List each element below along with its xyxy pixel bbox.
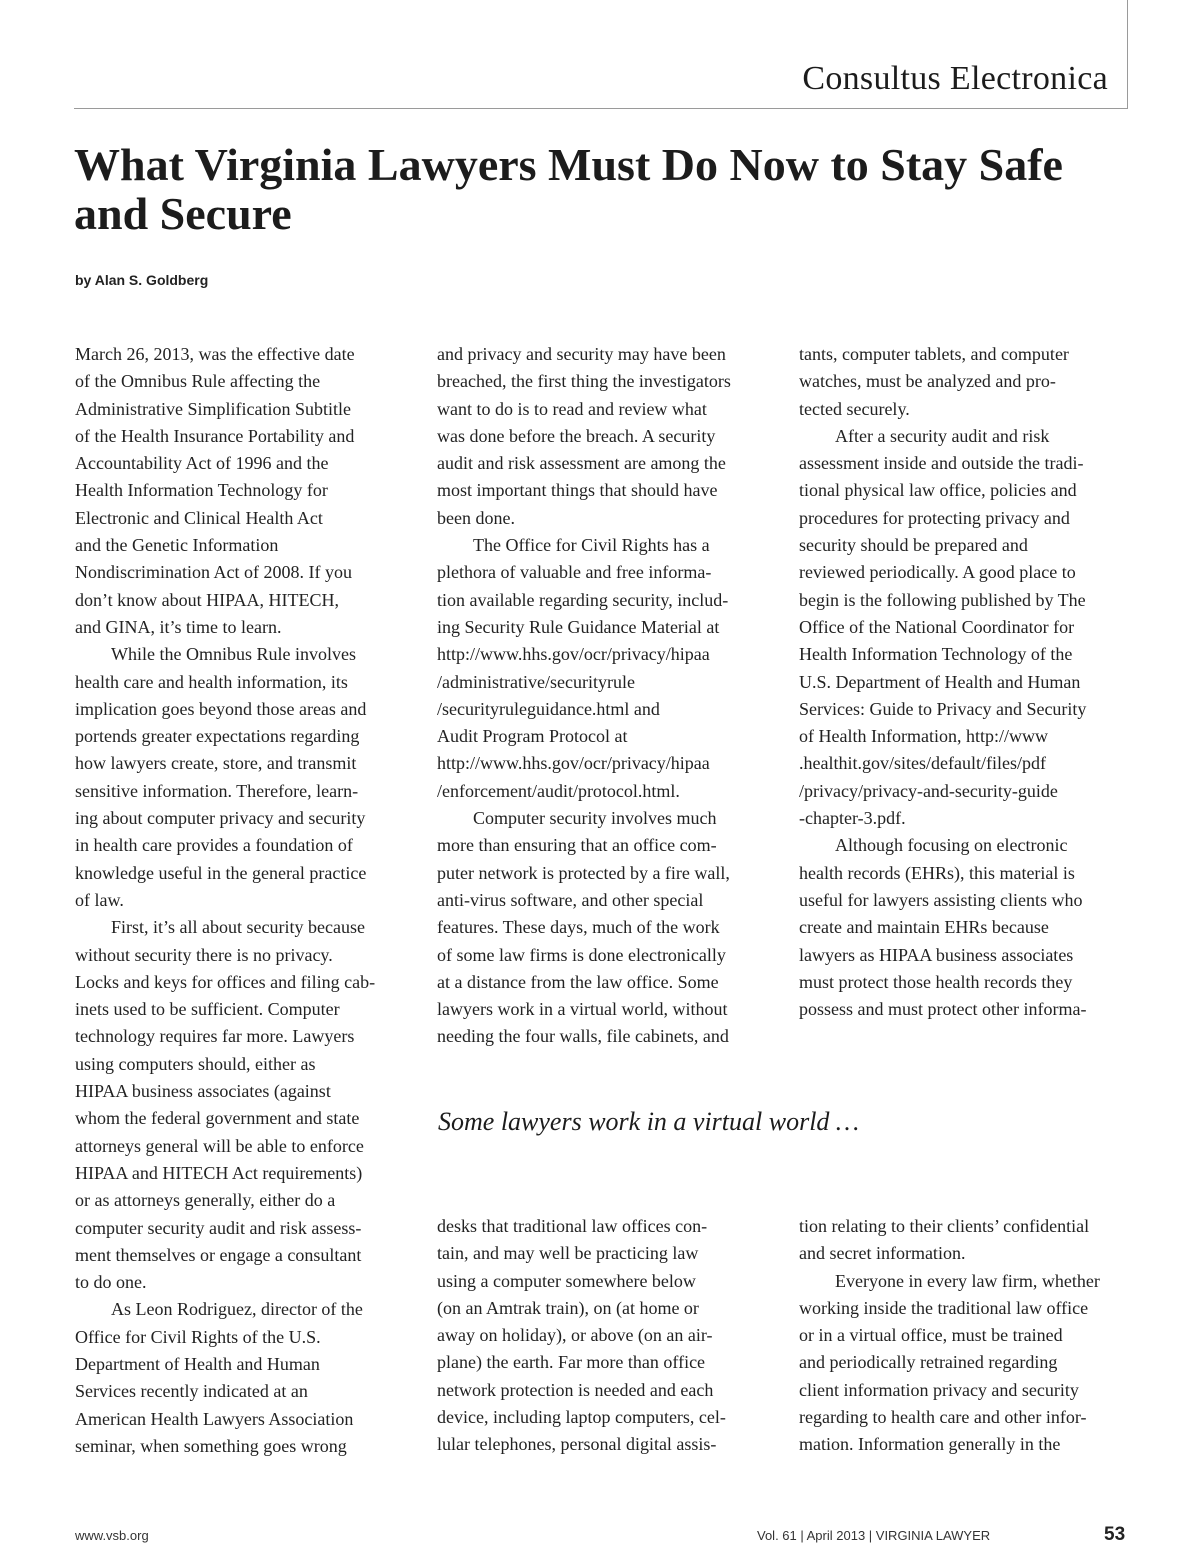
text-line: Department of Health and Human (75, 1353, 320, 1374)
text-line: and periodically retrained regarding (799, 1352, 1058, 1373)
text-line: tion available regarding security, includ- (437, 589, 729, 610)
text-line: at a distance from the law office. Some (437, 971, 719, 992)
text-line: tion relating to their clients’ confidential (799, 1216, 1090, 1236)
text-line: Health Information Technology for (75, 480, 328, 501)
text-line: working inside the traditional law office (799, 1297, 1089, 1318)
text-line: breached, the first thing the investigators (437, 371, 731, 392)
text-line: Administrative Simplification Subtitle (75, 398, 351, 419)
text-line: Services: Guide to Privacy and Security (799, 698, 1087, 719)
text-line: http://www.hhs.gov/ocr/privacy/hipaa (437, 753, 710, 774)
page-number: 53 (1104, 1524, 1126, 1545)
text-line: plane) the earth. Far more than office (437, 1352, 706, 1373)
text-line: of law. (75, 889, 124, 910)
text-line: Health Information Technology of the (799, 644, 1073, 665)
pull-quote: Some lawyers work in a virtual world … (438, 1107, 860, 1136)
text-line: /administrative/securityrule (437, 671, 635, 692)
column-2-bottom (437, 1213, 772, 1459)
text-line: As Leon Rodriguez, director of the (111, 1299, 363, 1320)
text-line: HIPAA and HITECH Act requirements) (75, 1162, 363, 1183)
text-line: useful for lawyers assisting clients who (799, 889, 1083, 910)
text-line: must protect those health records they (799, 971, 1073, 992)
text-line: sensitive information. Therefore, learn- (75, 780, 359, 801)
text-line: Locks and keys for offices and filing cab- (75, 971, 376, 992)
column-3-top (799, 341, 1134, 1023)
text-line: device, including laptop computers, cel- (437, 1407, 726, 1428)
text-line: don’t know about HIPAA, HITECH, (75, 589, 339, 610)
text-line: and privacy and security may have been (437, 344, 726, 364)
text-line: health care and health information, its (75, 671, 348, 692)
text-line: ing about computer privacy and security (75, 808, 366, 829)
text-line: using computers should, either as (75, 1053, 316, 1074)
text-line: of some law firms is done electronically (437, 944, 726, 965)
text-line: inets used to be sufficient. Computer (75, 999, 340, 1020)
text-line: and the Genetic Information (75, 535, 279, 556)
text-line: want to do is to read and review what (437, 398, 707, 419)
text-line: ing Security Rule Guidance Material at (437, 616, 720, 637)
text-line: lawyers as HIPAA business associates (799, 944, 1074, 965)
text-line: reviewed periodically. A good place to (799, 562, 1076, 583)
text-line: HIPAA business associates (against (75, 1081, 331, 1102)
text-line: and GINA, it’s time to learn. (75, 616, 282, 637)
text-line: or in a virtual office, must be trained (799, 1325, 1063, 1346)
text-line: more than ensuring that an office com- (437, 835, 717, 856)
text-line: Services recently indicated at an (75, 1381, 308, 1402)
text-line: American Health Lawyers Association (75, 1408, 354, 1429)
byline: by Alan S. Goldberg (75, 272, 209, 288)
text-line: Office of the National Coordinator for (799, 616, 1075, 637)
text-line: First, it’s all about security because (111, 917, 365, 938)
text-line: lular telephones, personal digital assis- (437, 1434, 717, 1455)
text-line: features. These days, much of the work (437, 917, 720, 938)
text-line: desks that traditional law offices con- (437, 1216, 708, 1236)
section-header-rule (1127, 0, 1128, 108)
text-line: in health care provides a foundation of (75, 835, 353, 856)
text-line: was done before the breach. A security (437, 425, 716, 446)
text-line: whom the federal government and state (75, 1108, 360, 1129)
text-line: tants, computer tablets, and computer (799, 344, 1069, 364)
text-line: begin is the following published by The (799, 589, 1086, 610)
text-line: audit and risk assessment are among the (437, 453, 726, 474)
text-line: Electronic and Clinical Health Act (75, 507, 323, 528)
text-line: watches, must be analyzed and pro- (799, 371, 1056, 392)
text-line: Although focusing on electronic (835, 835, 1068, 856)
text-line: plethora of valuable and free informa- (437, 562, 712, 583)
text-line: mation. Information generally in the (799, 1434, 1061, 1455)
article-title: What Virginia Lawyers Must Do Now to Stay Safe and Secure (74, 139, 1063, 239)
text-line: puter network is protected by a fire wall, (437, 862, 730, 883)
text-line: U.S. Department of Health and Human (799, 671, 1081, 692)
text-line: or as attorneys generally, either do a (75, 1190, 336, 1211)
text-line: lawyers work in a virtual world, without (437, 999, 728, 1020)
text-line: After a security audit and risk (835, 425, 1050, 446)
footer-website: www.vsb.org (75, 1528, 149, 1543)
text-line: .healthit.gov/sites/default/files/pdf (799, 753, 1046, 774)
text-line: Audit Program Protocol at (437, 726, 628, 747)
text-line: portends greater expectations regarding (75, 726, 360, 747)
text-line: regarding to health care and other infor- (799, 1407, 1087, 1428)
text-line: /privacy/privacy-and-security-guide (799, 780, 1058, 801)
text-line: to do one. (75, 1272, 147, 1293)
footer-issue: Vol. 61 | April 2013 | VIRGINIA LAWYER (757, 1528, 991, 1543)
text-line: using a computer somewhere below (437, 1270, 696, 1291)
text-line: of the Omnibus Rule affecting the (75, 371, 321, 392)
text-line: Office for Civil Rights of the U.S. (75, 1326, 321, 1347)
text-line: technology requires far more. Lawyers (75, 1026, 355, 1047)
text-line: assessment inside and outside the tradi- (799, 453, 1084, 474)
text-line: /securityruleguidance.html and (437, 698, 660, 719)
text-line: Nondiscrimination Act of 2008. If you (75, 562, 352, 583)
text-line: network protection is needed and each (437, 1379, 714, 1400)
text-line: March 26, 2013, was the effective date (75, 344, 355, 364)
text-line: ment themselves or engage a consultant (75, 1244, 362, 1265)
text-line: tional physical law office, policies and (799, 480, 1077, 501)
text-line: tected securely. (799, 398, 910, 419)
text-line: of Health Information, http://www (799, 726, 1048, 747)
text-line: needing the four walls, file cabinets, and (437, 1026, 729, 1047)
text-line: most important things that should have (437, 480, 718, 501)
text-line: and secret information. (799, 1243, 966, 1264)
text-line: Computer security involves much (473, 808, 717, 829)
text-line: security should be prepared and (799, 535, 1028, 556)
text-line: possess and must protect other informa- (799, 999, 1087, 1020)
text-line: attorneys general will be able to enforce (75, 1135, 364, 1156)
column-2-top (437, 341, 772, 1051)
text-line: without security there is no privacy. (75, 944, 333, 965)
text-line: -chapter-3.pdf. (799, 808, 906, 829)
text-line: knowledge useful in the general practice (75, 862, 367, 883)
text-line: implication goes beyond those areas and (75, 698, 367, 719)
text-line: Everyone in every law firm, whether (835, 1270, 1100, 1291)
text-line: The Office for Civil Rights has a (473, 535, 710, 556)
text-line: away on holiday), or above (on an air- (437, 1325, 713, 1346)
text-line: Accountability Act of 1996 and the (75, 453, 329, 474)
text-line: tain, and may well be practicing law (437, 1243, 699, 1264)
column-3-bottom (799, 1213, 1134, 1459)
column-1 (75, 341, 410, 1460)
text-line: how lawyers create, store, and transmit (75, 753, 357, 774)
section-title: Consultus Electronica (802, 60, 1108, 97)
text-line: procedures for protecting privacy and (799, 507, 1070, 528)
text-line: client information privacy and security (799, 1379, 1079, 1400)
text-line: computer security audit and risk assess- (75, 1217, 362, 1238)
text-line: create and maintain EHRs because (799, 917, 1049, 938)
text-line: While the Omnibus Rule involves (111, 644, 356, 665)
text-line: of the Health Insurance Portability and (75, 425, 355, 446)
text-line: anti-virus software, and other special (437, 889, 704, 910)
text-line: been done. (437, 507, 515, 528)
text-line: (on an Amtrak train), on (at home or (437, 1297, 699, 1318)
section-header (74, 58, 1128, 109)
text-line: health records (EHRs), this material is (799, 862, 1075, 883)
text-line: /enforcement/audit/protocol.html. (437, 780, 680, 801)
text-line: seminar, when something goes wrong (75, 1435, 347, 1456)
text-line: http://www.hhs.gov/ocr/privacy/hipaa (437, 644, 710, 665)
